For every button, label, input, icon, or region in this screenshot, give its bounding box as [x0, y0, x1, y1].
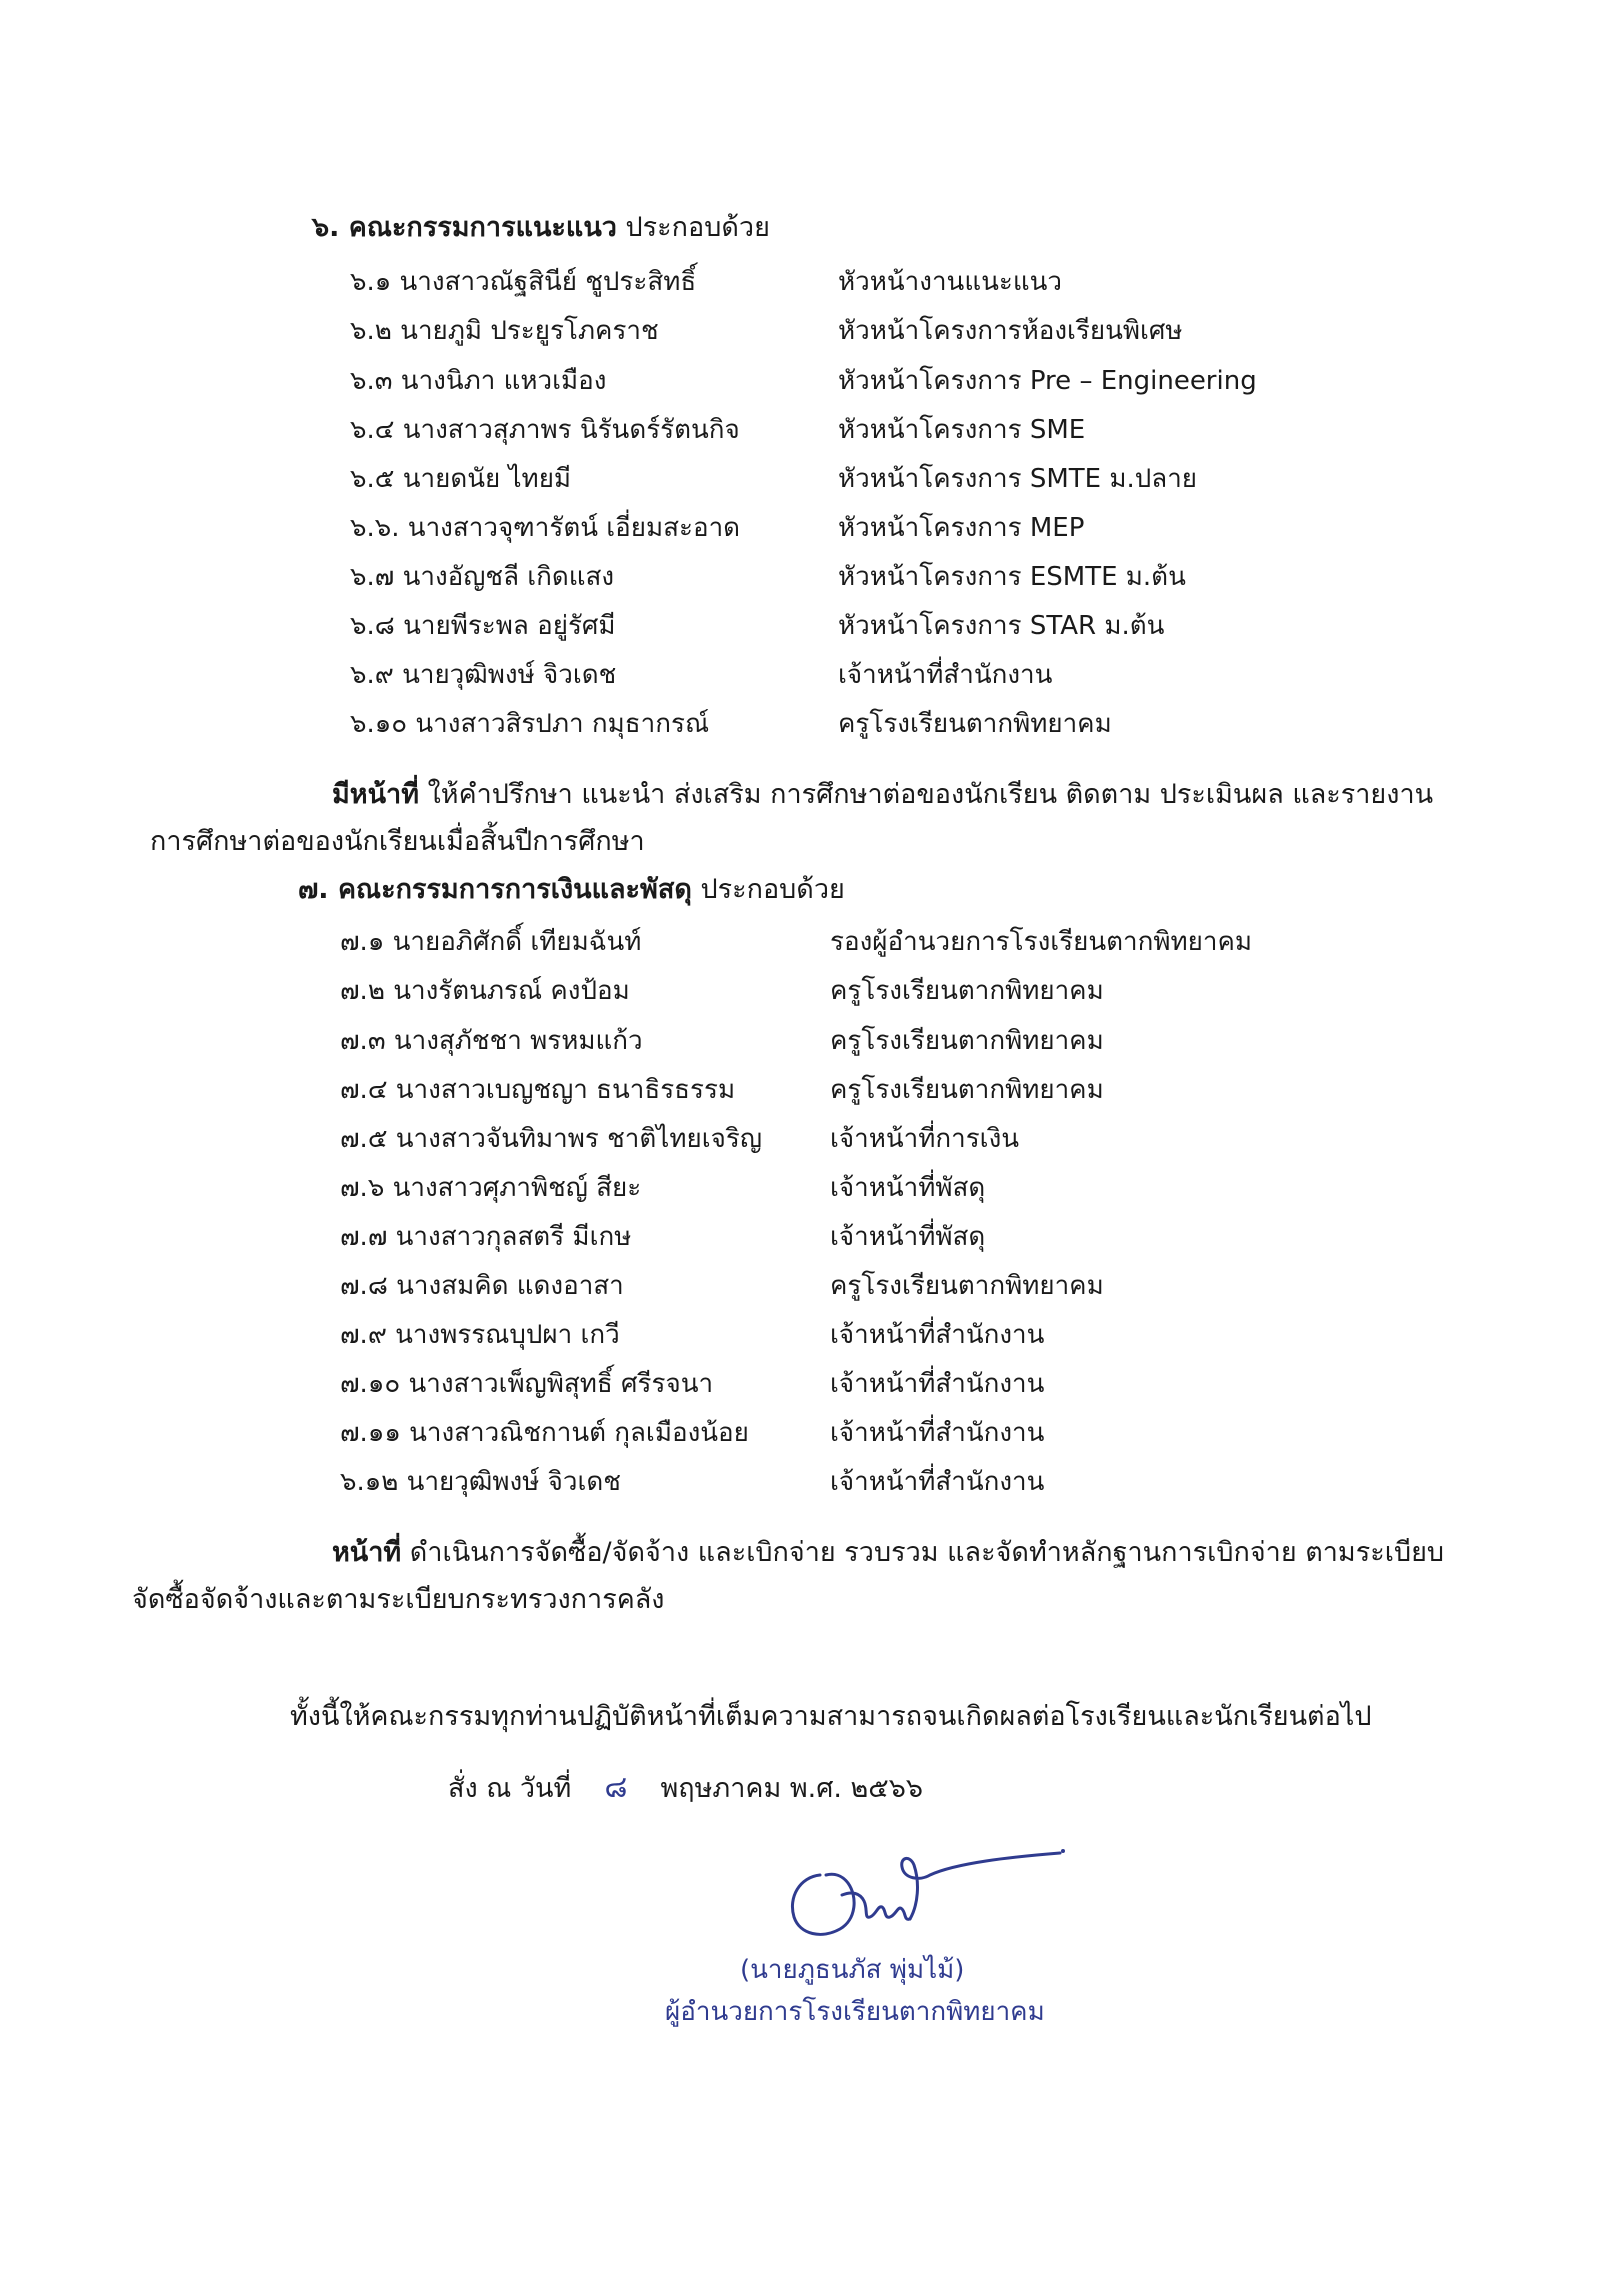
member-name: ๖.๑๐ นางสาวสิรปภา กมุธากรณ์: [350, 709, 710, 739]
handwritten-signature: [760, 1835, 1080, 1965]
member-position: เจ้าหน้าที่การเงิน: [830, 1124, 1020, 1154]
member-position: หัวหน้าโครงการ ESMTE ม.ต้น: [838, 562, 1186, 592]
section6-duty: [332, 775, 1433, 815]
member-name: ๖.๑๒ นายวุฒิพงษ์ จิวเดช: [340, 1467, 621, 1497]
member-name: ๖.๖. นางสาวจุฑารัตน์ เอี่ยมสะอาด: [350, 513, 741, 543]
member-name: ๗.๑๑ นางสาวณิชกานต์ กุลเมืองน้อย: [340, 1418, 749, 1448]
member-position: เจ้าหน้าที่พัสดุ: [830, 1173, 986, 1203]
section7-duty-text: ดำเนินการจัดซื้อ/จัดจ้าง และเบิกจ่าย รวบรวม และจัดทำหลักฐานการเบิกจ่าย ตามระเบียบ: [401, 1537, 1445, 1568]
member-position: หัวหน้าโครงการ MEP: [838, 513, 1085, 543]
section6-heading-rest: ประกอบด้วย: [616, 212, 770, 243]
section7-heading-rest: ประกอบด้วย: [691, 874, 845, 905]
section7-heading-bold: ๗. คณะกรรมการการเงินและพัสดุ: [298, 874, 692, 905]
member-name: ๖.๗ นางอัญชลี เกิดแสง: [350, 562, 615, 592]
section7-duty-continued: จัดซื้อจัดจ้างและตามระเบียบกระทรวงการคลัง: [132, 1584, 665, 1615]
member-name: ๗.๕ นางสาวจันทิมาพร ชาติไทยเจริญ: [340, 1124, 762, 1154]
member-name: ๖.๑ นางสาวณัฐสินีย์ ชูประสิทธิ์: [350, 267, 697, 297]
section6-duty-label: มีหน้าที่: [332, 779, 420, 810]
member-position: ครูโรงเรียนตากพิทยาคม: [838, 709, 1112, 739]
member-name: ๖.๘ นายพีระพล อยู่รัศมี: [350, 611, 616, 641]
member-position: เจ้าหน้าที่สำนักงาน: [830, 1467, 1045, 1497]
member-name: ๗.๖ นางสาวศุภาพิชญ์ สียะ: [340, 1173, 642, 1203]
section7-duty: [332, 1533, 1444, 1573]
section7-heading: [298, 870, 845, 910]
member-position: เจ้าหน้าที่สำนักงาน: [830, 1418, 1045, 1448]
section6-duty-continued: การศึกษาต่อของนักเรียนเมื่อสิ้นปีการศึกษา: [150, 826, 645, 857]
member-position: รองผู้อำนวยการโรงเรียนตากพิทยาคม: [830, 927, 1252, 957]
member-position: ครูโรงเรียนตากพิทยาคม: [830, 1075, 1104, 1105]
member-name: ๖.๓ นางนิภา แหวเมือง: [350, 366, 607, 396]
member-name: ๖.๔ นางสาวสุภาพร นิรันดร์รัตนกิจ: [350, 415, 740, 445]
member-position: เจ้าหน้าที่สำนักงาน: [830, 1369, 1045, 1399]
member-position: เจ้าหน้าที่สำนักงาน: [830, 1320, 1045, 1350]
member-name: ๗.๑ นายอภิศักดิ์ เทียมฉันท์: [340, 927, 642, 957]
member-name: ๖.๒ นายภูมิ ประยูรโภคราช: [350, 316, 659, 346]
member-name: ๗.๑๐ นางสาวเพ็ญพิสุทธิ์ ศรีรจนา: [340, 1369, 714, 1399]
member-position: หัวหน้าโครงการ STAR ม.ต้น: [838, 611, 1165, 641]
member-position: หัวหน้าโครงการห้องเรียนพิเศษ: [838, 316, 1183, 346]
member-position: ครูโรงเรียนตากพิทยาคม: [830, 1026, 1104, 1056]
section6-duty-text: ให้คำปรึกษา แนะนำ ส่งเสริม การศึกษาต่อของนักเรียน ติดตาม ประเมินผล และรายงาน: [419, 779, 1434, 810]
member-name: ๖.๙ นายวุฒิพงษ์ จิวเดช: [350, 660, 617, 690]
member-position: หัวหน้าโครงการ SME: [838, 415, 1086, 445]
member-position: หัวหน้าโครงการ SMTE ม.ปลาย: [838, 464, 1198, 494]
member-name: ๗.๗ นางสาวกุลสตรี มีเกษ: [340, 1222, 632, 1252]
member-position: ครูโรงเรียนตากพิทยาคม: [830, 1271, 1104, 1301]
signer-name: (นายภูธนภัส พุ่มไม้): [740, 1955, 965, 1985]
member-name: ๗.๒ นางรัตนภรณ์ คงป้อม: [340, 976, 630, 1006]
section7-duty-label: หน้าที่: [332, 1537, 402, 1568]
order-date-line: [448, 1768, 923, 1809]
member-position: หัวหน้าโครงการ Pre – Engineering: [838, 366, 1257, 396]
member-name: ๗.๓ นางสุภัชชา พรหมแก้ว: [340, 1026, 643, 1056]
member-name: ๖.๕ นายดนัย ไทยมี: [350, 464, 572, 494]
member-position: เจ้าหน้าที่พัสดุ: [830, 1222, 986, 1252]
closing-statement: ทั้งนี้ให้คณะกรรมทุกท่านปฏิบัติหน้าที่เต็มความสามารถจนเกิดผลต่อโรงเรียนและนักเรียนต่อไป: [290, 1701, 1372, 1732]
member-position: ครูโรงเรียนตากพิทยาคม: [830, 976, 1104, 1006]
order-date-month-year: พฤษภาคม พ.ศ. ๒๕๖๖: [660, 1773, 924, 1804]
member-position: เจ้าหน้าที่สำนักงาน: [838, 660, 1053, 690]
member-name: ๗.๙ นางพรรณบุปผา เกวี: [340, 1320, 620, 1350]
section6-heading-bold: ๖. คณะกรรมการแนะแนว: [312, 212, 617, 243]
member-name: ๗.๔ นางสาวเบญชญา ธนาธิรธรรม: [340, 1075, 736, 1105]
section6-heading: [312, 208, 770, 248]
order-date-prefix: สั่ง ณ วันที่: [448, 1773, 572, 1804]
member-name: ๗.๘ นางสมคิด แดงอาสา: [340, 1271, 624, 1301]
order-date-day: ๘: [604, 1770, 628, 1805]
member-position: หัวหน้างานแนะแนว: [838, 267, 1062, 297]
signer-title: ผู้อำนวยการโรงเรียนตากพิทยาคม: [665, 1997, 1045, 2027]
